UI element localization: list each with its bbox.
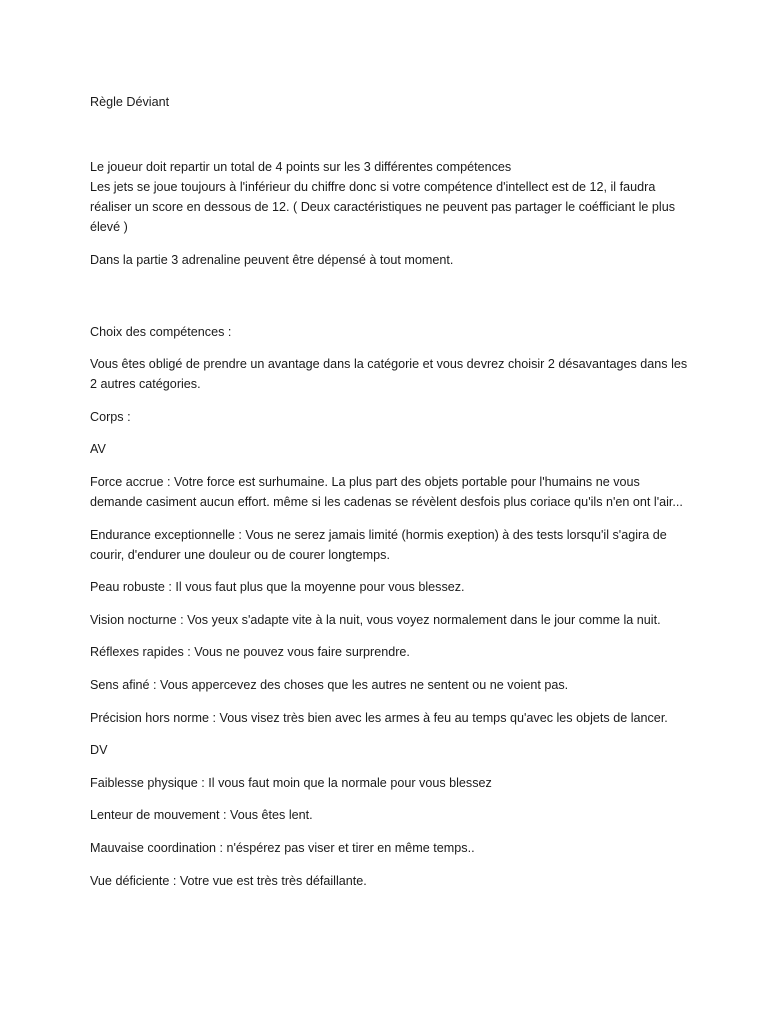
intro-line-2: Les jets se joue toujours à l'inférieur du chiffre donc si votre compétence d'intellect est de 12, il faudra réaliser un score en dessous de 12. ( Deux caractéristiques ne peuvent pas partager le coéfficiant le plus élevé ) (90, 180, 676, 234)
av-label: AV (90, 442, 106, 457)
dv-item-coordination: Mauvaise coordination : n'éspérez pas viser et tirer en même temps.. (90, 840, 475, 855)
av-item-precision: Précision hors norme : Vous visez très bien avec les armes à feu au temps qu'avec les objets de lancer. (90, 710, 668, 725)
dv-item-vue: Vue déficiente : Votre vue est très très défaillante. (90, 873, 367, 888)
av-item-peau: Peau robuste : Il vous faut plus que la moyenne pour vous blessez. (90, 580, 465, 595)
document-body (90, 92, 690, 891)
choice-heading: Choix des compétences : (90, 324, 232, 339)
av-item-reflexes: Réflexes rapides : Vous ne pouvez vous faire surprendre. (90, 645, 410, 660)
dv-item-faiblesse: Faiblesse physique : Il vous faut moin que la normale pour vous blessez (90, 775, 492, 790)
corps-heading: Corps : (90, 409, 131, 424)
dv-item-lenteur: Lenteur de mouvement : Vous êtes lent. (90, 808, 313, 823)
choice-text: Vous êtes obligé de prendre un avantage dans la catégorie et vous devrez choisir 2 désavantages dans les 2 autres catégories. (90, 357, 688, 392)
av-item-endurance: Endurance exceptionnelle : Vous ne serez jamais limité (hormis exeption) à des tests lorsqu'il s'agira de courir, d'endurer une douleur ou de courer longtemps. (90, 527, 667, 562)
document-title: Règle Déviant (90, 95, 170, 109)
av-item-sens: Sens afiné : Vous appercevez des choses que les autres ne sentent ou ne voient pas. (90, 677, 569, 692)
av-item-vision: Vision nocturne : Vos yeux s'adapte vite à la nuit, vous voyez normalement dans le jour comme la nuit. (90, 612, 661, 627)
av-item-force: Force accrue : Votre force est surhumaine. La plus part des objets portable pour l'humains ne vous demande casiment aucun effort. même si les cadenas se révèlent desfois plus coriace qu'ils n'en ont l'air... (90, 474, 683, 509)
intro-line-3: Dans la partie 3 adrenaline peuvent être dépensé à tout moment. (90, 252, 454, 267)
intro-line-1: Le joueur doit repartir un total de 4 points sur les 3 différentes compétences (90, 160, 512, 174)
dv-label: DV (90, 743, 108, 758)
